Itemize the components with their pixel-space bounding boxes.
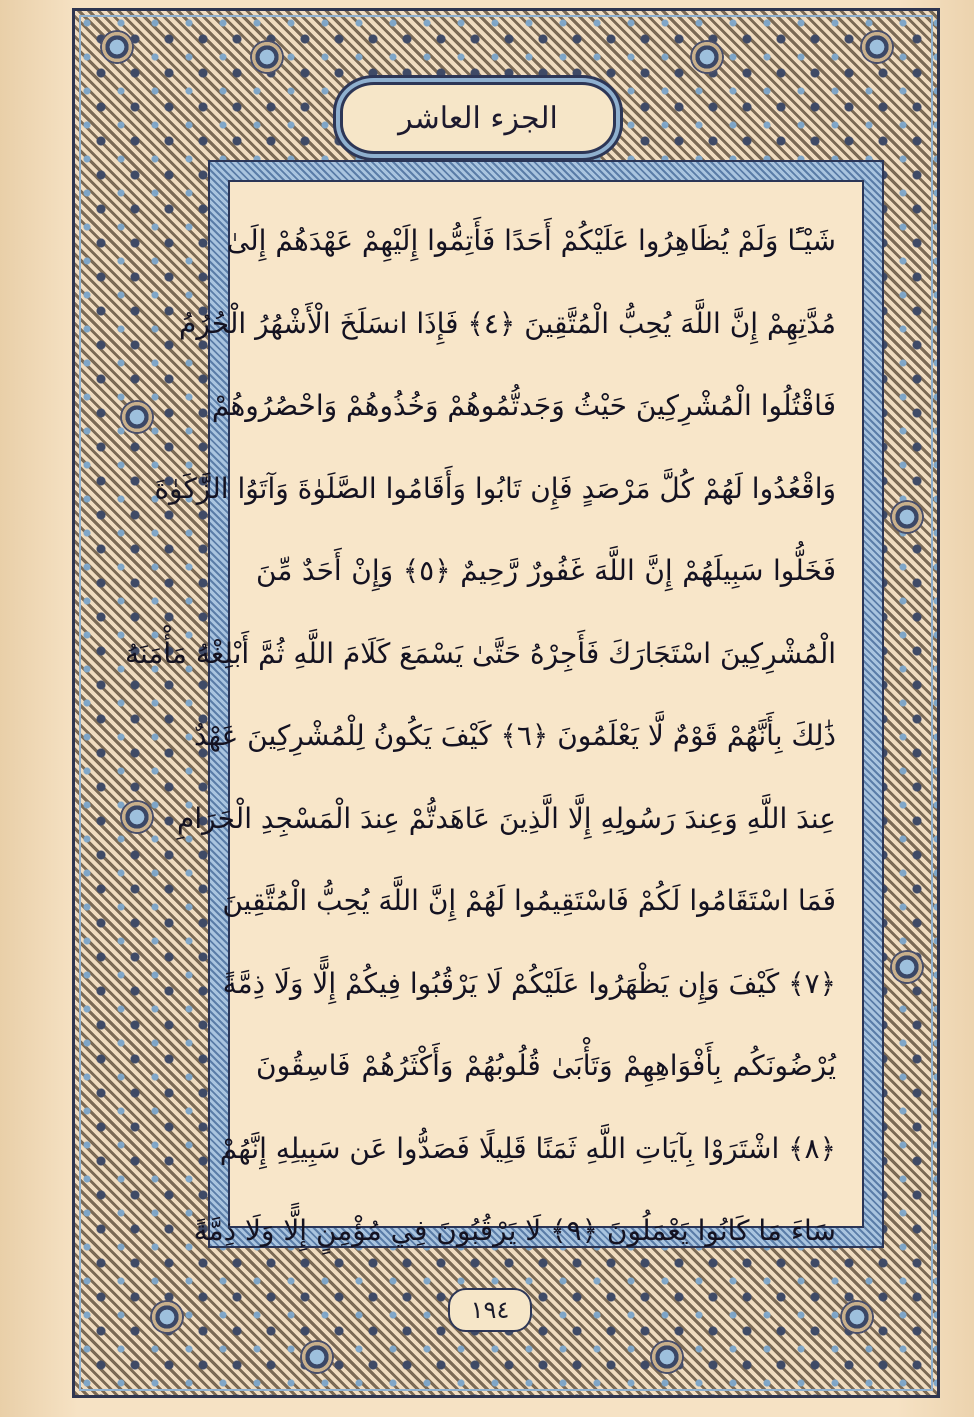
verse-text-block [124,200,836,1273]
rosette-ornament [650,1340,684,1374]
text-line: فَاقْتُلُوا الْمُشْرِكِينَ حَيْثُ وَجَدتُّمُوهُمْ وَخُذُوهُمْ وَاحْصُرُوهُمْ [211,389,836,422]
rosette-ornament [300,1340,334,1374]
text-line: فَخَلُّوا سَبِيلَهُمْ إِنَّ اللَّهَ غَفُورٌ رَّحِيمٌ ﴿٥﴾ وَإِنْ أَحَدٌ مِّنَ [256,554,836,587]
text-line: عِندَ اللَّهِ وَعِندَ رَسُولِهِ إِلَّا الَّذِينَ عَاهَدتُّمْ عِندَ الْمَسْجِدِ الْحَرَامِ [177,801,836,835]
rosette-ornament [250,40,284,74]
text-line: يُرْضُونَكُم بِأَفْوَاهِهِمْ وَتَأْبَىٰ قُلُوبُهُمْ وَأَكْثَرُهُمْ فَاسِقُونَ [256,1049,836,1082]
text-line: فَمَا اسْتَقَامُوا لَكُمْ فَاسْتَقِيمُوا لَهُمْ إِنَّ اللَّهَ يُحِبُّ الْمُتَّقِينَ [222,884,836,917]
text-line: مُدَّتِهِمْ إِنَّ اللَّهَ يُحِبُّ الْمُتَّقِينَ ﴿٤﴾ فَإِذَا انسَلَخَ الْأَشْهُرُ الْحُرُمُ [179,306,836,340]
rosette-ornament [890,950,924,984]
page-number: ١٩٤ [448,1288,532,1332]
rosette-ornament [840,1300,874,1334]
text-line: وَاقْعُدُوا لَهُمْ كُلَّ مَرْصَدٍ فَإِن تَابُوا وَأَقَامُوا الصَّلَوٰةَ وَآتَوُا الزَّكَوٰةَ [154,471,836,505]
rosette-ornament [890,500,924,534]
text-line: سَاءَ مَا كَانُوا يَعْمَلُونَ ﴿٩﴾ لَا يَرْقُبُونَ فِي مُؤْمِنٍ إِلًّا وَلَا ذِمَّةً [193,1214,836,1247]
text-line: ﴿٨﴾ اشْتَرَوْا بِآيَاتِ اللَّهِ ثَمَنًا قَلِيلًا فَصَدُّوا عَن سَبِيلِهِ إِنَّهُمْ [219,1131,836,1165]
juz-title: الجزء العاشر [398,100,558,136]
juz-header-cartouche [340,82,616,154]
rosette-ornament [120,800,154,834]
rosette-ornament [100,30,134,64]
text-line: ﴿٧﴾ كَيْفَ وَإِن يَظْهَرُوا عَلَيْكُمْ لَا يَرْقُبُوا فِيكُمْ إِلًّا وَلَا ذِمَّةً [222,966,836,1000]
text-line: الْمُشْرِكِينَ اسْتَجَارَكَ فَأَجِرْهُ حَتَّىٰ يَسْمَعَ كَلَامَ اللَّهِ ثُمَّ أَبْلِغْهُ مَأْمَنَهُ [124,636,836,670]
rosette-ornament [150,1300,184,1334]
rosette-ornament [690,40,724,74]
text-line: شَيْـًٔا وَلَمْ يُظَاهِرُوا عَلَيْكُمْ أَحَدًا فَأَتِمُّوا إِلَيْهِمْ عَهْدَهُمْ إِلَىٰ [226,224,836,257]
text-line: ذَٰلِكَ بِأَنَّهُمْ قَوْمٌ لَّا يَعْلَمُونَ ﴿٦﴾ كَيْفَ يَكُونُ لِلْمُشْرِكِينَ عَهْدٌ [193,719,836,752]
rosette-ornament [860,30,894,64]
rosette-ornament [120,400,154,434]
